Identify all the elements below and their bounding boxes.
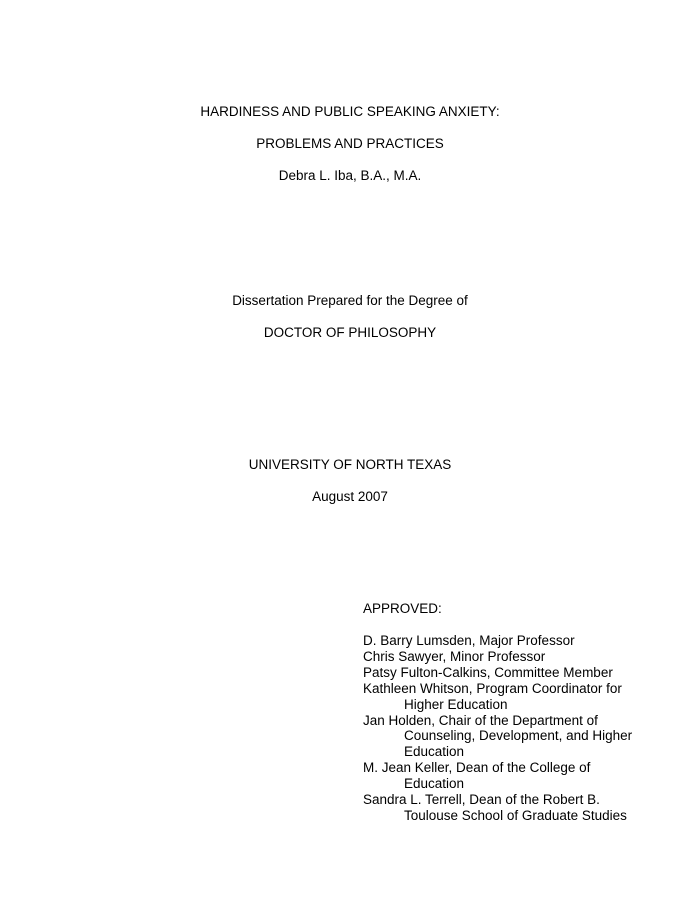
approved-label: APPROVED: [363, 601, 442, 616]
approver-line: M. Jean Keller, Dean of the College of [363, 760, 591, 776]
submission-date: August 2007 [312, 489, 388, 504]
approver-entry [363, 649, 683, 665]
approver-entry [363, 760, 683, 792]
approvers-list [363, 633, 683, 824]
approver-line-continuation: Counseling, Development, and Higher [404, 728, 633, 744]
author-name: Debra L. Iba, B.A., M.A. [278, 168, 422, 183]
approver-entry [363, 713, 683, 761]
approver-entry [363, 633, 683, 649]
institution-name: UNIVERSITY OF NORTH TEXAS [248, 457, 452, 472]
title-line-2: PROBLEMS AND PRACTICES [256, 136, 444, 151]
approver-entry [363, 792, 683, 824]
degree-prepared-for: Dissertation Prepared for the Degree of [232, 293, 468, 308]
approver-line-continuation: Higher Education [404, 696, 508, 712]
approver-line-continuation: Toulouse School of Graduate Studies [404, 807, 627, 823]
approver-line: Kathleen Whitson, Program Coordinator for [363, 680, 622, 696]
approver-line-continuation: Education [404, 744, 465, 760]
title-line-1: HARDINESS AND PUBLIC SPEAKING ANXIETY: [200, 104, 500, 119]
approver-line: Sandra L. Terrell, Dean of the Robert B. [363, 792, 600, 808]
approver-entry [363, 681, 683, 713]
approver-line-continuation: Education [404, 776, 465, 792]
approver-line: D. Barry Lumsden, Major Professor [363, 633, 575, 648]
approver-line: Chris Sawyer, Minor Professor [363, 648, 546, 664]
approver-line: Jan Holden, Chair of the Department of [363, 712, 598, 728]
approver-line: Patsy Fulton-Calkins, Committee Member [363, 664, 613, 680]
degree-name: DOCTOR OF PHILOSOPHY [263, 325, 437, 340]
approver-entry [363, 665, 683, 681]
